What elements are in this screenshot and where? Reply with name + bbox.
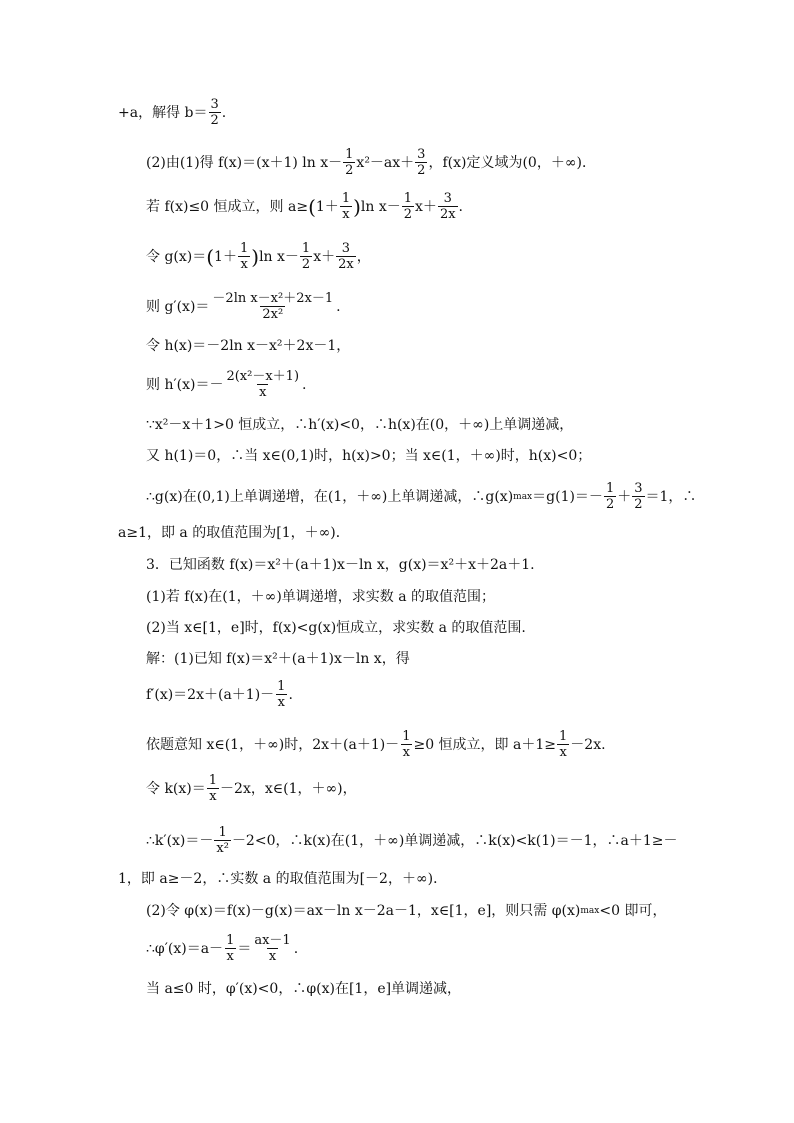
text-run: <0 即可， [599, 903, 667, 919]
fraction [438, 192, 458, 221]
text-run: 当 a≤0 时，φ′(x)<0，∴φ(x)在[1，e]单调递减， [146, 981, 462, 997]
fraction [238, 242, 250, 271]
fraction-denominator: 2 [605, 497, 615, 512]
text-run: 令 g(x)＝ [146, 248, 207, 265]
fraction-numerator: 3 [634, 481, 643, 496]
text-run: ＝1，∴ [645, 488, 697, 505]
text-line [146, 730, 606, 759]
fraction [210, 292, 335, 321]
fraction-numerator: 1 [559, 729, 568, 744]
text-run: (1)若 f(x)在(1，＋∞)单调递增，求实数 a 的取值范围； [146, 589, 496, 605]
fraction [402, 192, 414, 221]
text-line [146, 982, 461, 996]
fraction-numerator: 1 [345, 147, 354, 162]
fraction-numerator: 3 [417, 147, 426, 162]
text-run: x＋ [415, 198, 437, 215]
fraction [300, 242, 312, 271]
fraction-numerator: 3 [443, 191, 452, 206]
fraction-denominator: 2 [634, 497, 643, 512]
text-run: 则 g′(x)＝ [146, 298, 210, 315]
text-line [146, 652, 410, 666]
fraction [415, 148, 427, 177]
fraction [224, 934, 236, 963]
text-run: 1＋ [315, 198, 339, 215]
fraction-denominator: x [559, 745, 567, 760]
fraction-denominator: x [209, 789, 217, 804]
fraction-numerator: 1 [301, 241, 311, 256]
fraction [252, 934, 292, 963]
fraction [557, 730, 569, 759]
text-run: ， [356, 248, 371, 265]
text-run: . [302, 376, 307, 393]
text-run: 若 f(x)≤0 恒成立，则 a≥ [146, 198, 309, 215]
text-line [146, 680, 293, 709]
fraction [275, 680, 287, 709]
fraction-denominator: 2 [301, 257, 311, 272]
large-bracket: ( [206, 244, 215, 269]
text-run: ∴k′(x)＝－ [146, 832, 214, 849]
text-run: 令 h(x)＝－2ln x－x²＋2x－1， [146, 338, 351, 354]
fraction-denominator: 2 [403, 207, 413, 222]
text-run: a≥1，即 a 的取值范围为[1，＋∞)． [118, 525, 350, 541]
text-run: +a，解得 b＝ [118, 104, 208, 121]
fraction-denominator: x [277, 695, 285, 710]
text-line [118, 98, 226, 127]
large-bracket: ) [353, 194, 361, 219]
fraction [214, 826, 231, 855]
text-line [146, 558, 535, 572]
text-line [146, 621, 526, 635]
text-run: f′(x)＝2x＋(a＋1)－ [146, 686, 275, 703]
text-run: 解：(1)已知 f(x)＝x²＋(a＋1)x－ln x，得 [146, 651, 410, 667]
text-line [146, 934, 298, 963]
fraction [207, 774, 219, 803]
text-run: 3．已知函数 f(x)＝x²＋(a＋1)x－ln x，g(x)＝x²＋x＋2a＋1. [146, 557, 535, 573]
fraction-numerator: 3 [210, 97, 219, 112]
text-run: 则 h′(x)＝－ [146, 376, 224, 393]
text-run: ＝g(1)＝－ [532, 488, 603, 505]
fraction-denominator: 2x [338, 257, 354, 272]
text-line [146, 449, 591, 463]
text-run: －2<0，∴k(x)在(1，＋∞)单调递减，∴k(x)<k(1)＝－1，∴a＋1≥－ [231, 832, 678, 849]
fraction-denominator: x [240, 257, 248, 272]
text-line [146, 292, 341, 321]
text-line [118, 526, 350, 540]
fraction-denominator: x [342, 207, 350, 222]
fraction-numerator: 1 [218, 825, 227, 840]
large-bracket: ) [251, 244, 260, 269]
text-line [146, 590, 495, 604]
text-run: －2x. [570, 736, 606, 753]
text-run: 1＋ [214, 248, 237, 265]
text-run: ＋ [617, 488, 632, 505]
text-run: ln x－ [259, 248, 299, 265]
text-line [146, 370, 306, 399]
text-run: 1，即 a≥－2，∴实数 a 的取值范围为[－2，＋∞)． [118, 871, 448, 887]
fraction-numerator: 1 [341, 191, 351, 206]
fraction-numerator: －2ln x－x²＋2x－1 [212, 291, 334, 306]
text-run: x²－ax＋ [356, 154, 415, 171]
text-run: (2)令 φ(x)＝f(x)－g(x)＝ax－ln x－2a－1，x∈[1，e]，则只需 φ(x) [146, 903, 581, 919]
text-run: ，f(x)定义域为(0，＋∞)． [428, 154, 596, 171]
text-run: ∵x²－x＋1>0 恒成立，∴h′(x)<0，∴h(x)在(0，＋∞)上单调递减， [146, 417, 574, 433]
text-line: ∴g(x)在(0,1)上单调递增，在(1，＋∞)上单调递减，∴g(x) max ＝g(1)＝－ $\frac{1}{2}$ ＋ $\frac{3}{2}$ ＝1，∴ [146, 481, 697, 512]
fraction-numerator: 1 [605, 481, 615, 496]
text-run: ≥0 恒成立，即 a＋1≥ [413, 736, 556, 753]
fraction-numerator: 1 [226, 933, 235, 948]
fraction [209, 98, 221, 127]
fraction-numerator: 1 [403, 191, 413, 206]
text-run: 又 h(1)＝0，∴当 x∈(0,1)时，h(x)>0；当 x∈(1，＋∞)时，h(x)<0； [146, 448, 592, 464]
text-run: . [336, 298, 341, 315]
text-run: －2x，x∈(1，＋∞)， [220, 780, 357, 797]
fraction [340, 192, 352, 221]
fraction-numerator: 1 [277, 679, 286, 694]
text-run: (2)由(1)得 f(x)＝(x＋1) ln x－ [146, 154, 343, 171]
text-run: ＝ [237, 940, 252, 957]
text-line [146, 192, 463, 221]
fraction-denominator: 2 [345, 163, 354, 178]
text-line [146, 242, 371, 271]
fraction [604, 482, 616, 511]
text-run: . [458, 198, 463, 215]
text-run: x＋ [313, 248, 336, 265]
fraction-denominator: 2 [417, 163, 426, 178]
text-run: 令 k(x)＝ [146, 780, 206, 797]
text-line [146, 418, 573, 432]
fraction-denominator: x [402, 745, 410, 760]
fraction [224, 370, 301, 399]
text-run: 依题意知 x∈(1，＋∞)时，2x＋(a＋1)－ [146, 736, 400, 753]
text-line [118, 872, 447, 886]
fraction [632, 482, 644, 511]
text-run: (2)当 x∈[1，e]时，f(x)<g(x)恒成立，求实数 a 的取值范围. [146, 620, 526, 636]
fraction-denominator: x [226, 949, 234, 964]
fraction-numerator: 1 [402, 729, 411, 744]
text-line [146, 826, 678, 855]
text-run: ∴g(x)在(0,1)上单调递增，在(1，＋∞)上单调递减，∴g(x) [146, 488, 514, 505]
text-run: . [288, 686, 293, 703]
text-run: . [293, 940, 299, 957]
fraction-numerator: ax－1 [254, 933, 291, 948]
fraction-numerator: 2(x²－x＋1) [226, 369, 300, 384]
fraction [343, 148, 355, 177]
fraction [336, 242, 356, 271]
large-bracket: ( [308, 194, 316, 219]
fraction-numerator: 1 [239, 241, 249, 256]
text-line [146, 339, 350, 353]
fraction-denominator: 2x [439, 207, 456, 222]
fraction-denominator: x [268, 949, 277, 964]
text-line: (2)令 φ(x)＝f(x)－g(x)＝ax－ln x－2a－1，x∈[1，e]，则只需 φ(x) max <0 即可， [146, 903, 667, 919]
fraction-numerator: 1 [208, 773, 218, 788]
fraction [400, 730, 412, 759]
fraction-denominator: x [259, 385, 267, 400]
text-run: ∴φ′(x)＝a－ [146, 940, 224, 957]
text-run: ln x－ [360, 198, 401, 215]
fraction-numerator: 3 [341, 241, 351, 256]
fraction-denominator: x² [216, 841, 229, 856]
text-line [146, 774, 357, 803]
text-run: . [221, 104, 227, 121]
fraction-denominator: 2 [210, 113, 219, 128]
text-line [146, 148, 596, 177]
fraction-denominator: 2x² [262, 307, 284, 322]
